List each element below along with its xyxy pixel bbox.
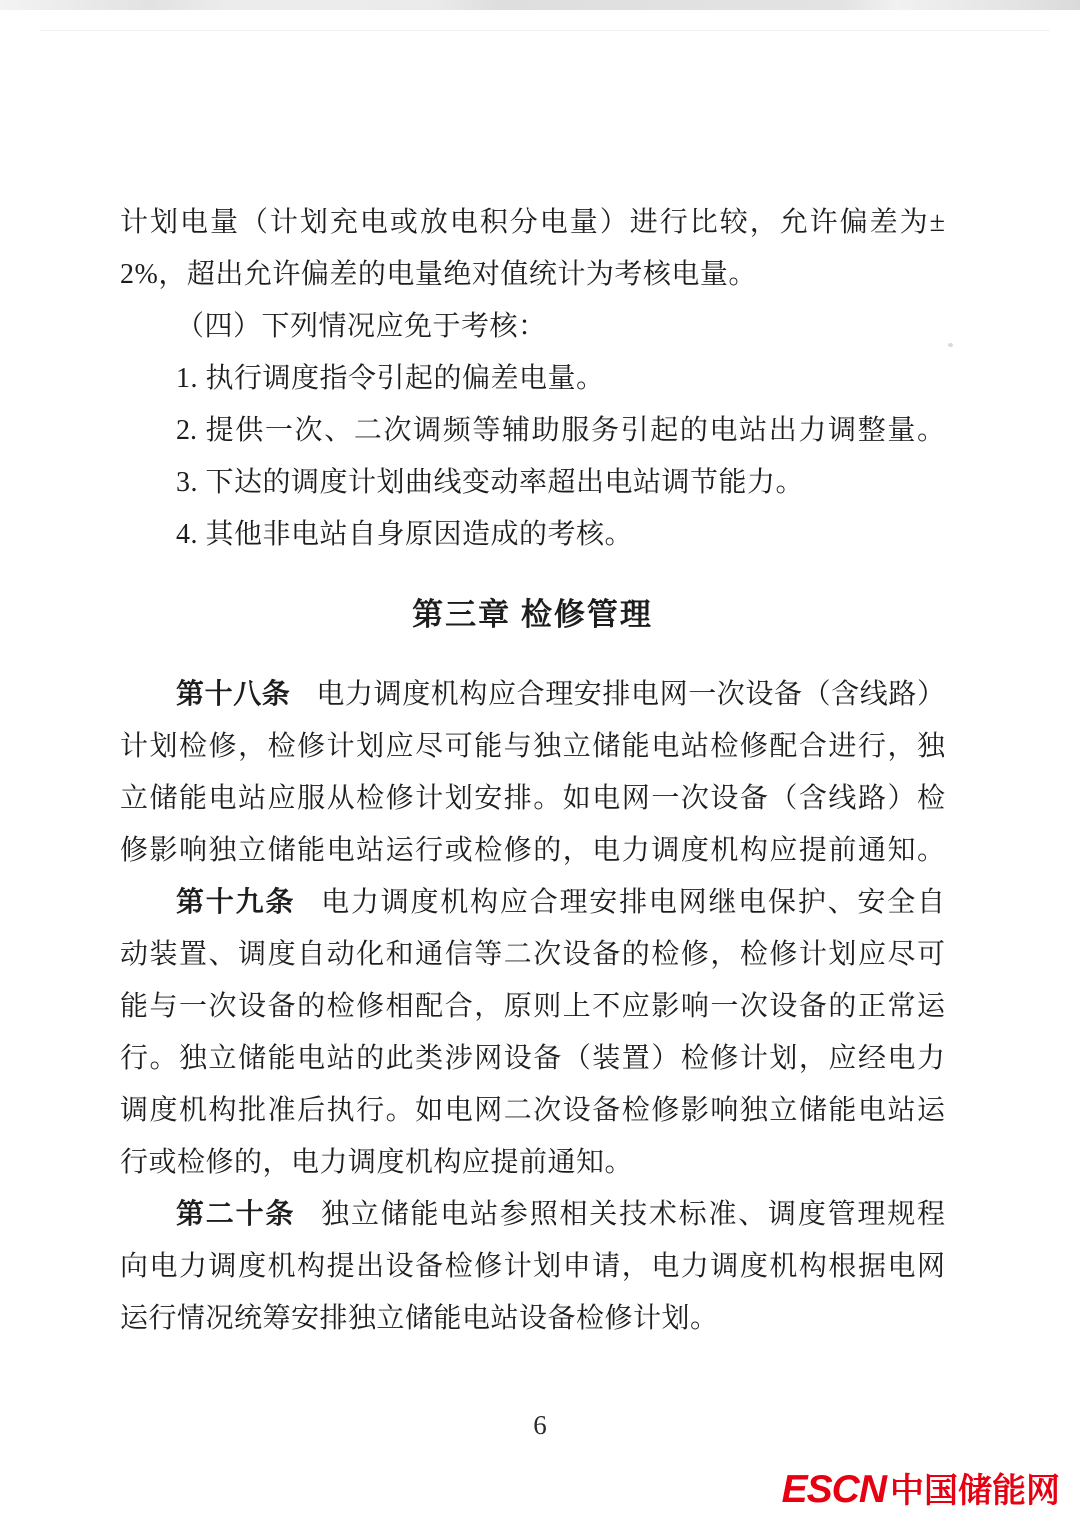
text-line (120, 405, 945, 457)
scan-speck (948, 343, 953, 347)
line-text: 4. 其他非电站自身原因造成的考核。 (176, 519, 634, 550)
line-text: 行。独立储能电站的此类涉网设备（装置）检修计划，应经电力 (120, 1043, 945, 1074)
line-text: 电力调度机构应合理安排电网一次设备（含线路） (316, 679, 945, 710)
text-line (120, 1189, 945, 1241)
line-text: 2. 提供一次、二次调频等辅助服务引起的电站出力调整量。 (176, 415, 945, 446)
document-lines (120, 197, 945, 1345)
text-line (120, 353, 945, 405)
line-text: （四）下列情况应免于考核： (176, 311, 547, 342)
text-line (120, 877, 945, 929)
scan-streak-artifact (40, 30, 1050, 31)
text-line (120, 1241, 945, 1293)
scan-edge-artifact (0, 0, 1080, 10)
text-line (120, 929, 945, 981)
text-line (120, 509, 945, 561)
line-text: 调度机构批准后执行。如电网二次设备检修影响独立储能电站运 (120, 1095, 945, 1126)
text-line (120, 669, 945, 721)
article-number: 第二十条 (176, 1199, 296, 1230)
text-line (120, 1033, 945, 1085)
text-line (120, 1293, 945, 1345)
line-text: 向电力调度机构提出设备检修计划申请，电力调度机构根据电网 (120, 1251, 945, 1282)
text-line (120, 1137, 945, 1189)
line-text: 3. 下达的调度计划曲线变动率超出电站调节能力。 (176, 467, 805, 498)
line-text: 2%，超出允许偏差的电量绝对值统计为考核电量。 (120, 259, 757, 290)
escn-watermark-logo (782, 1463, 1060, 1512)
text-line (120, 773, 945, 825)
article-number: 第十八条 (176, 679, 291, 710)
line-text: 动装置、调度自动化和通信等二次设备的检修，检修计划应尽可 (120, 939, 945, 970)
text-line (120, 981, 945, 1033)
line-text: 1. 执行调度指令引起的偏差电量。 (176, 363, 605, 394)
page-number: 6 (533, 1410, 547, 1440)
line-text: 计划电量（计划充电或放电积分电量）进行比较，允许偏差为± (120, 207, 945, 238)
chapter-heading (120, 589, 945, 641)
line-text: 第三章 检修管理 (412, 597, 653, 632)
text-line (120, 197, 945, 249)
line-text: 修影响独立储能电站运行或检修的，电力调度机构应提前通知。 (120, 835, 945, 866)
line-text: 电力调度机构应合理安排电网继电保护、安全自 (321, 887, 945, 918)
line-text: 立储能电站应服从检修计划安排。如电网一次设备（含线路）检 (120, 783, 945, 814)
text-line (120, 457, 945, 509)
line-text: 独立储能电站参照相关技术标准、调度管理规程 (321, 1199, 945, 1230)
line-text: 运行情况统筹安排独立储能电站设备检修计划。 (120, 1303, 719, 1334)
text-line (120, 1085, 945, 1137)
escn-logo-chinese-name: 中国储能网 (890, 1472, 1060, 1510)
line-text: 计划检修，检修计划应尽可能与独立储能电站检修配合进行，独 (120, 731, 945, 762)
escn-logo-text: ESCN (781, 1468, 886, 1511)
text-line (120, 249, 945, 301)
text-line (120, 301, 945, 353)
line-text: 能与一次设备的检修相配合，原则上不应影响一次设备的正常运 (120, 991, 945, 1022)
text-line (120, 721, 945, 773)
text-line (120, 825, 945, 877)
line-text: 行或检修的，电力调度机构应提前通知。 (120, 1147, 634, 1178)
article-number: 第十九条 (176, 887, 296, 918)
